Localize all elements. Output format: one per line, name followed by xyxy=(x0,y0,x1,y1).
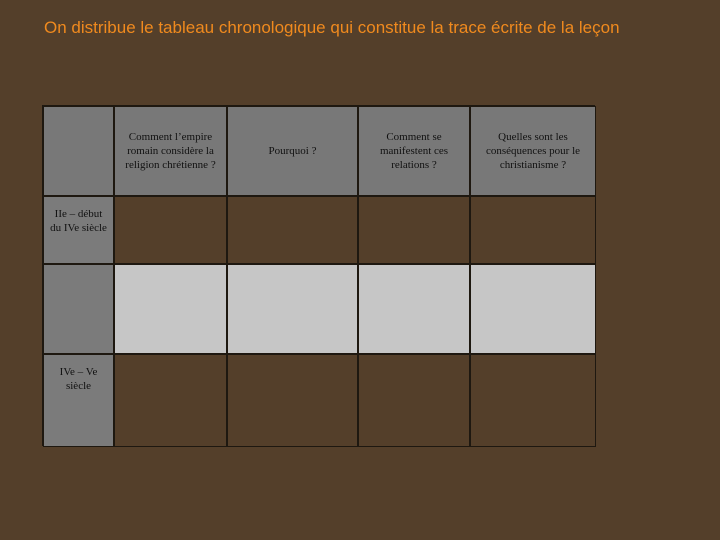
table-cell xyxy=(358,264,470,354)
chronology-table xyxy=(42,105,595,446)
row-label-cell: IIe – début du IVe siècle xyxy=(43,196,114,264)
table-cell xyxy=(470,196,596,264)
table-cell xyxy=(114,196,227,264)
table-cell xyxy=(227,196,358,264)
table-cell xyxy=(358,196,470,264)
table-cell xyxy=(470,264,596,354)
table-cell xyxy=(470,354,596,447)
slide-title: On distribue le tableau chronologique qui constitue la trace écrite de la leçon xyxy=(44,18,620,37)
header-cell: Quelles sont les conséquences pour le christianisme ? xyxy=(470,106,596,196)
row-label-cell xyxy=(43,264,114,354)
table-cell xyxy=(114,354,227,447)
row-label-cell: IVe – Ve siècle xyxy=(43,354,114,447)
table-cell xyxy=(227,354,358,447)
header-cell: Comment l’empire romain considère la religion chrétienne ? xyxy=(114,106,227,196)
header-cell: Pourquoi ? xyxy=(227,106,358,196)
table-cell xyxy=(114,264,227,354)
table-cell xyxy=(358,354,470,447)
header-corner-cell xyxy=(43,106,114,196)
header-cell: Comment se manifestent ces relations ? xyxy=(358,106,470,196)
table-cell xyxy=(227,264,358,354)
